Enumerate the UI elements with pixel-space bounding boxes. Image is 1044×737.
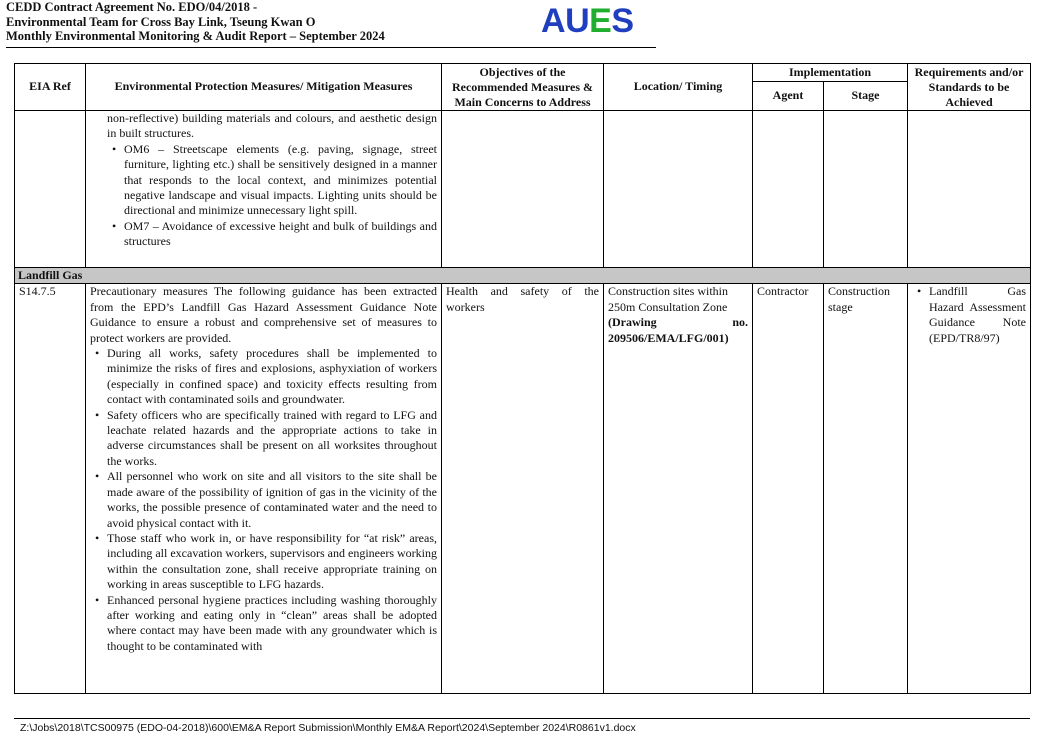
requirement-list: [912, 284, 1026, 346]
location-text: Construction sites within 250m Consultation Zone: [608, 284, 728, 314]
col-header-measures: Environmental Protection Measures/ Mitigation Measures: [86, 64, 442, 111]
eia-ref-cell: [15, 111, 86, 268]
requirements-cell: [908, 284, 1031, 694]
drawing-reference: (Drawing no. 209506/EMA/LFG/001): [608, 315, 748, 345]
col-header-agent: Agent: [753, 82, 824, 111]
logo-letter: S: [611, 2, 634, 40]
measure-list: [90, 142, 437, 250]
mitigation-measures-table: [14, 63, 1031, 694]
col-header-requirements: Requirements and/or Standards to be Achieved: [908, 64, 1031, 111]
list-item: • OM6 – Streetscape elements (e.g. paving, signage, street furniture, lighting etc.) shall be sensitively designed in a manner that responds to the local context, and minimizes potential negative landscape and visual impacts. Lighting units should be directional and minimize unnecessary light spill.: [124, 142, 437, 219]
logo-letter: A: [541, 2, 566, 40]
logo-letter: U: [565, 2, 590, 40]
list-item: • During all works, safety procedures shall be implemented to minimize the risks of fires and explosions, asphyxiation of workers (especially in confined space) and toxicity effects resulting from contact with contaminated soils and groundwater.: [107, 346, 437, 408]
list-item: • All personnel who work on site and all visitors to the site shall be made aware of the possibility of ignition of gas in the vicinity of the works, the possible presence of contaminated water and the need to avoid physical contact with it.: [107, 469, 437, 531]
col-header-stage: Stage: [824, 82, 908, 111]
aues-logo: [541, 2, 634, 40]
logo-letter: E: [589, 2, 612, 40]
header-divider: [6, 47, 656, 48]
col-header-implementation: Implementation: [753, 64, 908, 82]
stage-cell: Construction stage: [824, 284, 908, 694]
col-header-objectives: Objectives of the Recommended Measures & Main Concerns to Address: [442, 64, 604, 111]
requirements-cell: [908, 111, 1031, 268]
measures-cell: [86, 284, 442, 694]
agent-cell: [753, 111, 824, 268]
intro-text: Precautionary measures The following guidance has been extracted from the EPD’s Landfill Gas Hazard Assessment Guidance Note Guidance to ensure a robust and comprehensive set of measures to protect workers are provided.: [90, 284, 437, 345]
continued-text: non-reflective) building materials and colours, and aesthetic design in built structures.: [107, 111, 437, 141]
list-item: • Safety officers who are specifically trained with regard to LFG and leachate related hazards and the appropriate actions to take in adverse circumstances shall be present on all worksites throughout the works.: [107, 408, 437, 470]
file-path-footer: Z:\Jobs\2018\TCS00975 (EDO-04-2018)\600\EM&A Report Submission\Monthly EM&A Report\2024\September 2024\R0861v1.docx: [20, 722, 636, 734]
table-row: [15, 284, 1031, 694]
objectives-cell: [442, 111, 604, 268]
eia-ref-cell: S14.7.5: [15, 284, 86, 694]
table-row: [15, 111, 1031, 268]
measure-list: [90, 346, 437, 654]
team-title: Environmental Team for Cross Bay Link, Tseung Kwan O: [6, 14, 316, 29]
stage-cell: [824, 111, 908, 268]
list-item: • Those staff who work in, or have responsibility for “at risk” areas, including all excavation workers, supervisors and engineers working within the consultation zone, shall receive appropriate training on working in areas susceptible to LFG hazards.: [107, 531, 437, 593]
section-title: Landfill Gas: [15, 268, 1031, 284]
col-header-location: Location/ Timing: [604, 64, 753, 111]
location-cell: [604, 284, 753, 694]
objectives-cell: Health and safety of the workers: [442, 284, 604, 694]
report-title: Monthly Environmental Monitoring & Audit Report – September 2024: [6, 29, 385, 43]
measures-cell: [86, 111, 442, 268]
contract-title: CEDD Contract Agreement No. EDO/04/2018 -: [6, 0, 258, 14]
footer-divider: [14, 718, 1030, 719]
section-row: [15, 268, 1031, 284]
col-header-eia-ref: EIA Ref: [15, 64, 86, 111]
list-item: • Landfill Gas Hazard Assessment Guidance Note (EPD/TR8/97): [929, 284, 1026, 346]
agent-cell: Contractor: [753, 284, 824, 694]
list-item: • OM7 – Avoidance of excessive height and bulk of buildings and structures: [124, 219, 437, 250]
location-cell: [604, 111, 753, 268]
list-item: • Enhanced personal hygiene practices including washing thoroughly after working and eating only in “clean” areas shall be adopted where contact may have been made with any groundwater which is thought to be contaminated with: [107, 593, 437, 655]
